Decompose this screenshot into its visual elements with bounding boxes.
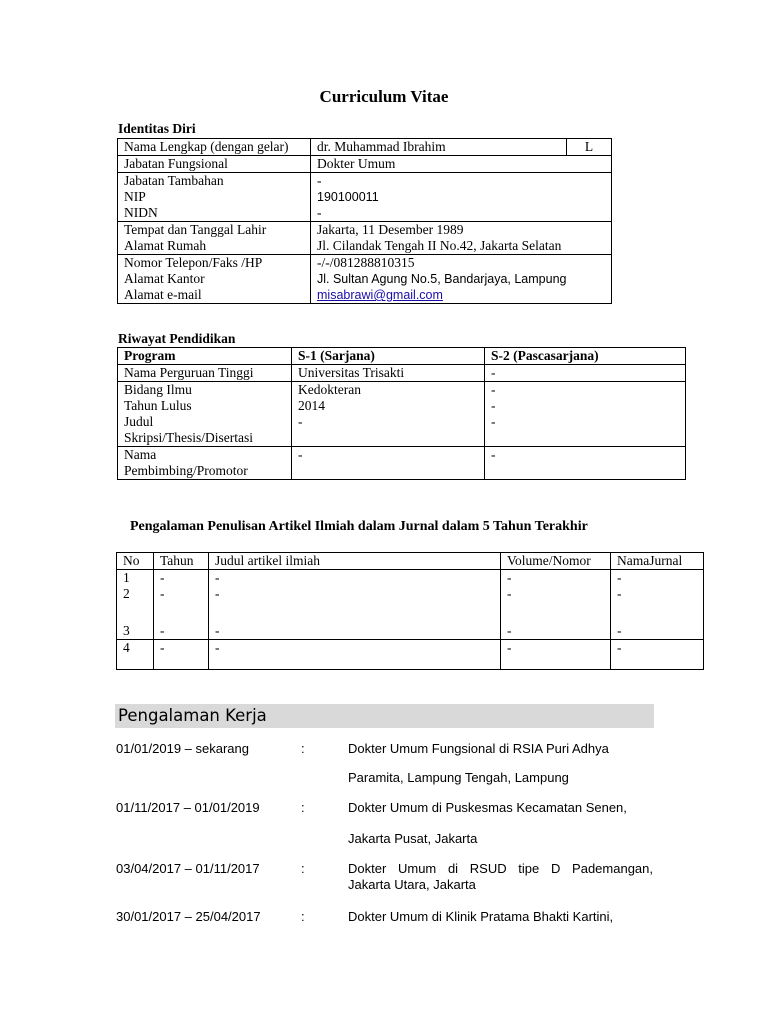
col-tahun: Tahun: [154, 553, 209, 570]
nip-value: 190100011: [317, 190, 379, 204]
kerja-desc: Dokter Umum di RSUD tipe D Pademangan,: [348, 861, 653, 876]
table-row: 2 - - - -: [117, 586, 704, 623]
table-row: [118, 382, 686, 447]
kerja-colon: :: [301, 741, 305, 756]
nidn-value: -: [317, 205, 322, 220]
telepon-label: Nomor Telepon/Faks /HP: [124, 255, 263, 270]
alamat-kantor-value: Jl. Sultan Agung No.5, Bandarjaya, Lampung: [317, 272, 567, 286]
kerja-desc: Dokter Umum Fungsional di RSIA Puri Adhya: [348, 741, 609, 756]
jabatan-tambahan-value: -: [317, 173, 322, 188]
kerja-desc-2: Paramita, Lampung Tengah, Lampung: [348, 770, 569, 785]
email-label: Alamat e-mail: [124, 287, 202, 302]
pendidikan-heading: Riwayat Pendidikan: [118, 331, 236, 346]
kerja-desc: Dokter Umum di Puskesmas Kecamatan Senen,: [348, 800, 627, 815]
ttl-value: Jakarta, 11 Desember 1989: [317, 222, 464, 237]
table-row: [118, 365, 686, 382]
pembimbing-label-2: Pembimbing/Promotor: [124, 463, 248, 478]
col-volume: Volume/Nomor: [501, 553, 611, 570]
nip-label: NIP: [124, 189, 146, 204]
bidang-s1: Kedokteran: [298, 382, 361, 397]
table-row: [118, 348, 686, 365]
tahun-s1: 2014: [298, 398, 325, 413]
nidn-label: NIDN: [124, 205, 158, 220]
pt-s1: Universitas Trisakti: [292, 365, 485, 382]
table-row: 3 - - - -: [117, 623, 704, 640]
identitas-heading: Identitas Diri: [118, 121, 196, 136]
table-row: 1 - - - -: [117, 570, 704, 587]
pembimbing-s2: -: [485, 447, 686, 480]
alamat-rumah-label: Alamat Rumah: [124, 238, 207, 253]
alamat-kantor-label: Alamat Kantor: [124, 271, 205, 286]
col-program: Program: [118, 348, 292, 365]
kerja-date: 01/01/2019 – sekarang: [116, 741, 249, 756]
pembimbing-label: Nama: [124, 447, 157, 462]
kerja-colon: :: [301, 800, 305, 815]
kerja-colon: :: [301, 861, 305, 876]
table-row: [118, 447, 686, 480]
table-row: [118, 139, 612, 156]
nama-label: Nama Lengkap (dengan gelar): [118, 139, 311, 156]
kerja-date: 03/04/2017 – 01/11/2017: [116, 861, 260, 876]
col-s2: S-2 (Pascasarjana): [485, 348, 686, 365]
kerja-desc: Dokter Umum di Klinik Pratama Bhakti Kartini,: [348, 909, 614, 924]
table-row: 4 - - - -: [117, 640, 704, 670]
artikel-heading: Pengalaman Penulisan Artikel Ilmiah dalam Jurnal dalam 5 Tahun Terakhir: [130, 519, 588, 534]
gender-value: L: [567, 139, 612, 156]
pendidikan-table: [117, 347, 686, 480]
judul-s2: -: [491, 414, 496, 429]
page-title: Curriculum Vitae: [319, 87, 449, 106]
table-row: [118, 222, 612, 255]
artikel-table: [116, 552, 704, 670]
jabatan-fungsional-value: Dokter Umum: [311, 156, 612, 173]
identitas-table: [117, 138, 612, 304]
alamat-rumah-value: Jl. Cilandak Tengah II No.42, Jakarta Selatan: [317, 238, 562, 253]
col-judul: Judul artikel ilmiah: [209, 553, 501, 570]
table-row: [118, 173, 612, 222]
judul-label-2: Skripsi/Thesis/Disertasi: [124, 430, 253, 445]
judul-label: Judul: [124, 414, 154, 429]
jabatan-tambahan-label: Jabatan Tambahan: [124, 173, 224, 188]
col-no: No: [117, 553, 154, 570]
pt-label: Nama Perguruan Tinggi: [118, 365, 292, 382]
bidang-s2: -: [491, 382, 496, 397]
judul-s1: -: [298, 414, 303, 429]
pembimbing-s1: -: [292, 447, 485, 480]
kerja-date: 01/11/2017 – 01/01/2019: [116, 800, 260, 815]
telepon-value: -/-/081288810315: [317, 255, 415, 270]
kerja-date: 30/01/2017 – 25/04/2017: [116, 909, 261, 924]
nama-value: dr. Muhammad Ibrahim: [311, 139, 567, 156]
bidang-label: Bidang Ilmu: [124, 382, 192, 397]
col-jurnal: NamaJurnal: [611, 553, 704, 570]
kerja-desc-2: Jakarta Pusat, Jakarta: [348, 831, 478, 846]
table-row: [117, 553, 704, 570]
pt-s2: -: [485, 365, 686, 382]
kerja-heading: Pengalaman Kerja: [115, 704, 654, 728]
table-row: [118, 156, 612, 173]
email-link[interactable]: misabrawi@gmail.com: [317, 288, 443, 302]
ttl-label: Tempat dan Tanggal Lahir: [124, 222, 267, 237]
kerja-desc-2: Jakarta Utara, Jakarta: [348, 877, 476, 892]
table-row: [118, 255, 612, 304]
jabatan-fungsional-label: Jabatan Fungsional: [118, 156, 311, 173]
tahun-label: Tahun Lulus: [124, 398, 192, 413]
col-s1: S-1 (Sarjana): [292, 348, 485, 365]
tahun-s2: -: [491, 398, 496, 413]
kerja-colon: :: [301, 909, 305, 924]
